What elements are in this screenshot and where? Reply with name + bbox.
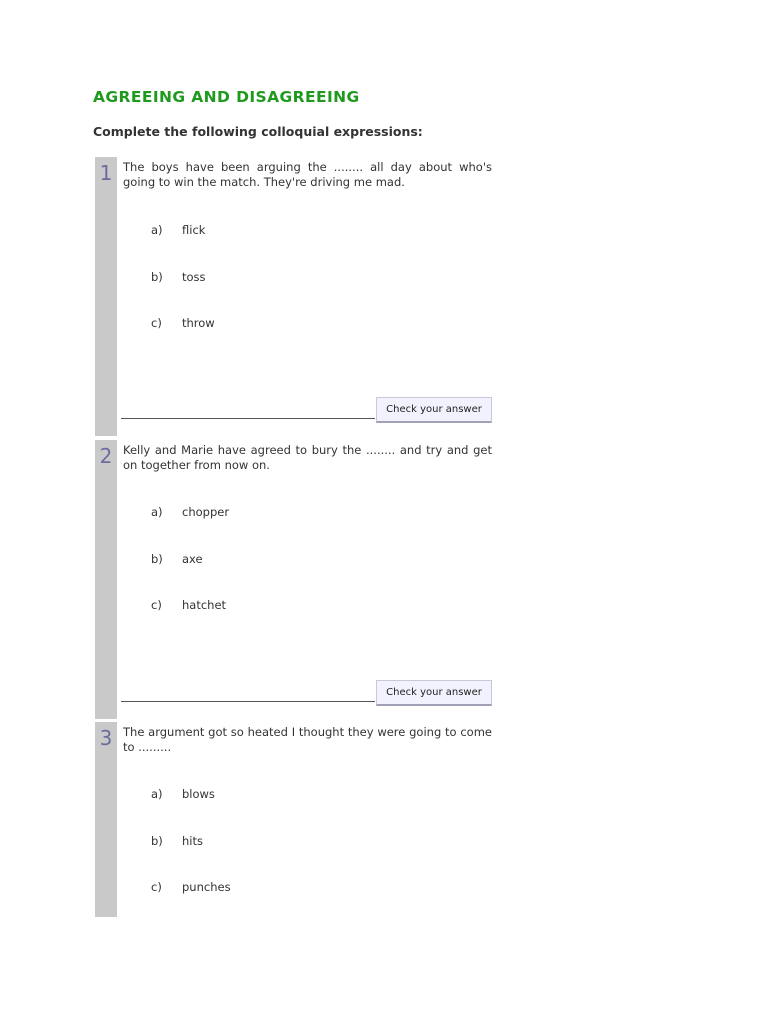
- question-text: The boys have been arguing the ........ all day about who's going to win the match. They're driving me mad.: [123, 160, 492, 189]
- question-1: [95, 157, 493, 436]
- question-number-bar: [95, 157, 117, 436]
- question-2: [95, 440, 493, 719]
- option-b[interactable]: [151, 270, 451, 284]
- option-a[interactable]: [151, 787, 451, 801]
- option-a[interactable]: [151, 505, 451, 519]
- option-text: blows: [182, 787, 215, 801]
- option-letter: b): [151, 270, 163, 284]
- option-letter: b): [151, 834, 163, 848]
- option-letter: b): [151, 552, 163, 566]
- question-text: The argument got so heated I thought they were going to come to .........: [123, 725, 492, 754]
- option-b[interactable]: [151, 552, 451, 566]
- option-letter: a): [151, 505, 163, 519]
- question-number: 2: [99, 444, 113, 468]
- option-text: flick: [182, 223, 206, 237]
- option-text: axe: [182, 552, 203, 566]
- instructions: Complete the following colloquial expressions:: [93, 124, 423, 139]
- option-text: hits: [182, 834, 203, 848]
- answer-field[interactable]: [121, 418, 375, 419]
- option-letter: a): [151, 787, 163, 801]
- option-text: punches: [182, 880, 231, 894]
- question-number: 3: [99, 726, 113, 750]
- option-text: hatchet: [182, 598, 227, 612]
- option-text: chopper: [182, 505, 230, 519]
- option-c[interactable]: [151, 598, 451, 612]
- option-c[interactable]: [151, 316, 451, 330]
- option-c[interactable]: [151, 880, 451, 894]
- option-text: throw: [182, 316, 215, 330]
- option-letter: a): [151, 223, 163, 237]
- option-b[interactable]: [151, 834, 451, 848]
- check-answer-button[interactable]: Check your answer: [376, 397, 492, 423]
- check-answer-button[interactable]: Check your answer: [376, 680, 492, 706]
- option-letter: c): [151, 598, 162, 612]
- question-3: [95, 722, 493, 917]
- option-a[interactable]: [151, 223, 451, 237]
- question-number-bar: [95, 722, 117, 917]
- question-number-bar: [95, 440, 117, 719]
- option-letter: c): [151, 880, 162, 894]
- option-letter: c): [151, 316, 162, 330]
- page-title: AGREEING AND DISAGREEING: [93, 88, 360, 106]
- question-text: Kelly and Marie have agreed to bury the ........ and try and get on together from now on.: [123, 443, 492, 472]
- answer-field[interactable]: [121, 701, 375, 702]
- question-number: 1: [99, 161, 113, 185]
- option-text: toss: [182, 270, 206, 284]
